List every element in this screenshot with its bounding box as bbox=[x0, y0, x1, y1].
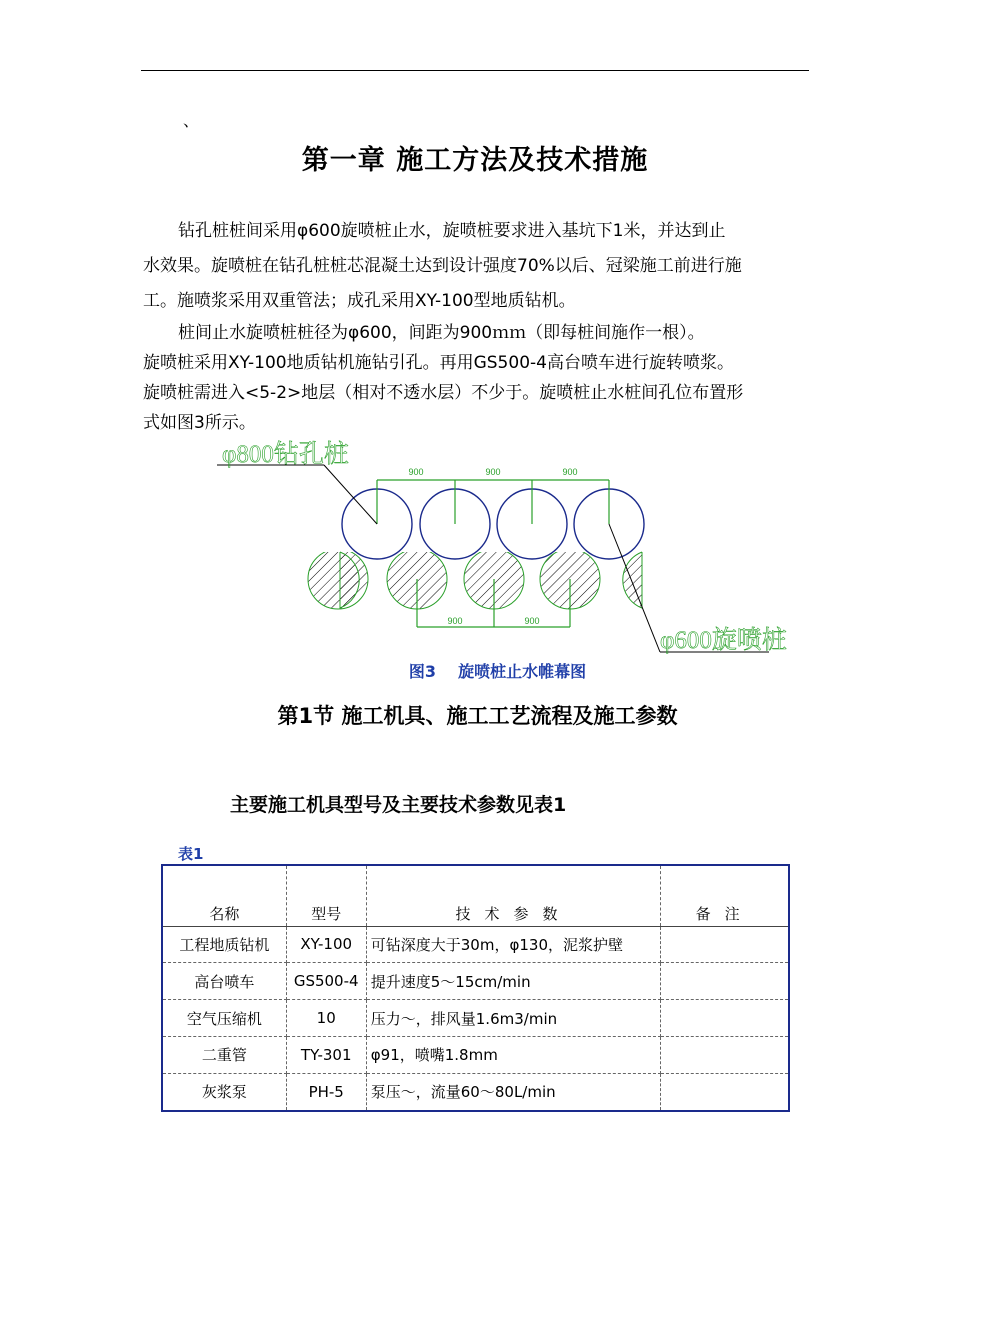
table-row bbox=[162, 1073, 789, 1111]
cell-model: XY-100 bbox=[286, 926, 366, 963]
header-model: 型号 bbox=[286, 865, 366, 926]
cell-remarks bbox=[661, 926, 789, 963]
jet-grout-pile-label: φ600旋喷桩 bbox=[660, 627, 787, 654]
paragraph-2-line: 桩间止水旋喷桩桩径为φ600，间距为900ｍｍ（即每桩间施作一根）。 bbox=[178, 323, 705, 343]
cell-model: TY-301 bbox=[286, 1037, 366, 1074]
cell-remarks bbox=[661, 1037, 789, 1074]
cell-params: 压力～，排风量1.6m3/min bbox=[366, 1000, 660, 1037]
paragraph-1-line: 工。施喷浆采用双重管法；成孔采用XY-100型地质钻机。 bbox=[143, 291, 576, 311]
chapter-title: 第一章 施工方法及技术措施 bbox=[301, 145, 649, 176]
paragraph-2-line: 式如图3所示。 bbox=[143, 413, 256, 433]
figure-caption-number: 图3 bbox=[408, 662, 437, 681]
cell-name: 灰浆泵 bbox=[162, 1073, 286, 1111]
figure-caption bbox=[0, 659, 995, 682]
cell-params: 泵压～，流量60～80L/min bbox=[366, 1073, 660, 1111]
cell-remarks bbox=[661, 1073, 789, 1111]
header-name: 名称 bbox=[162, 865, 286, 926]
paragraph-1 bbox=[143, 214, 811, 319]
cell-model: PH-5 bbox=[286, 1073, 366, 1111]
header-params: 技术参数 bbox=[366, 865, 660, 926]
bored-piles bbox=[342, 489, 644, 559]
paragraph-1-line: 钻孔桩桩间采用φ600旋喷桩止水，旋喷桩要求进入基坑下1米，并达到止 bbox=[178, 221, 726, 241]
top-dimension-label: 900 bbox=[485, 467, 501, 477]
cell-name: 空气压缩机 bbox=[162, 1000, 286, 1037]
table-row bbox=[162, 926, 789, 963]
stray-mark: 、 bbox=[183, 111, 200, 130]
top-dimension-label: 900 bbox=[562, 467, 578, 477]
pile-layout-diagram bbox=[212, 440, 787, 660]
top-dimension-label: 900 bbox=[408, 467, 424, 477]
paragraph-2-line: 旋喷桩需进入<5-2>地层（相对不透水层）不少于。旋喷桩止水桩间孔位布置形 bbox=[143, 383, 744, 403]
paragraph-2 bbox=[143, 318, 811, 438]
bored-pile-label: φ800钻孔桩 bbox=[222, 441, 349, 468]
paragraph-2-line: 旋喷桩采用XY-100地质钻机施钻引孔。再用GS500-4高台喷车进行旋转喷浆。 bbox=[143, 353, 734, 373]
section-title: 第1节 施工机具、施工工艺流程及施工参数 bbox=[277, 704, 678, 728]
cell-model: 10 bbox=[286, 1000, 366, 1037]
cell-name: 高台喷车 bbox=[162, 963, 286, 1000]
cell-params: 提升速度5～15cm/min bbox=[366, 963, 660, 1000]
cell-name: 二重管 bbox=[162, 1037, 286, 1074]
table-label: 表1 bbox=[178, 845, 204, 863]
equipment-table bbox=[161, 864, 790, 1112]
bottom-dimension-label: 900 bbox=[447, 616, 463, 626]
table-intro: 主要施工机具型号及主要技术参数见表1 bbox=[230, 794, 567, 816]
cell-name: 工程地质钻机 bbox=[162, 926, 286, 963]
paragraph-1-line: 水效果。旋喷桩在钻孔桩桩芯混凝土达到设计强度70%以后、冠梁施工前进行施 bbox=[143, 256, 742, 276]
header-rule bbox=[141, 70, 809, 71]
header-remarks: 备注 bbox=[661, 865, 789, 926]
cell-model: GS500-4 bbox=[286, 963, 366, 1000]
figure-caption-text: 旋喷桩止水帷幕图 bbox=[458, 662, 587, 681]
table-header-row bbox=[162, 865, 789, 926]
bottom-dimension-label: 900 bbox=[524, 616, 540, 626]
cell-params: φ91，喷嘴1.8mm bbox=[366, 1037, 660, 1074]
table-row bbox=[162, 963, 789, 1000]
cell-remarks bbox=[661, 1000, 789, 1037]
table-row bbox=[162, 1000, 789, 1037]
cell-remarks bbox=[661, 963, 789, 1000]
table-row bbox=[162, 1037, 789, 1074]
cell-params: 可钻深度大于30m，φ130，泥浆护壁 bbox=[366, 926, 660, 963]
